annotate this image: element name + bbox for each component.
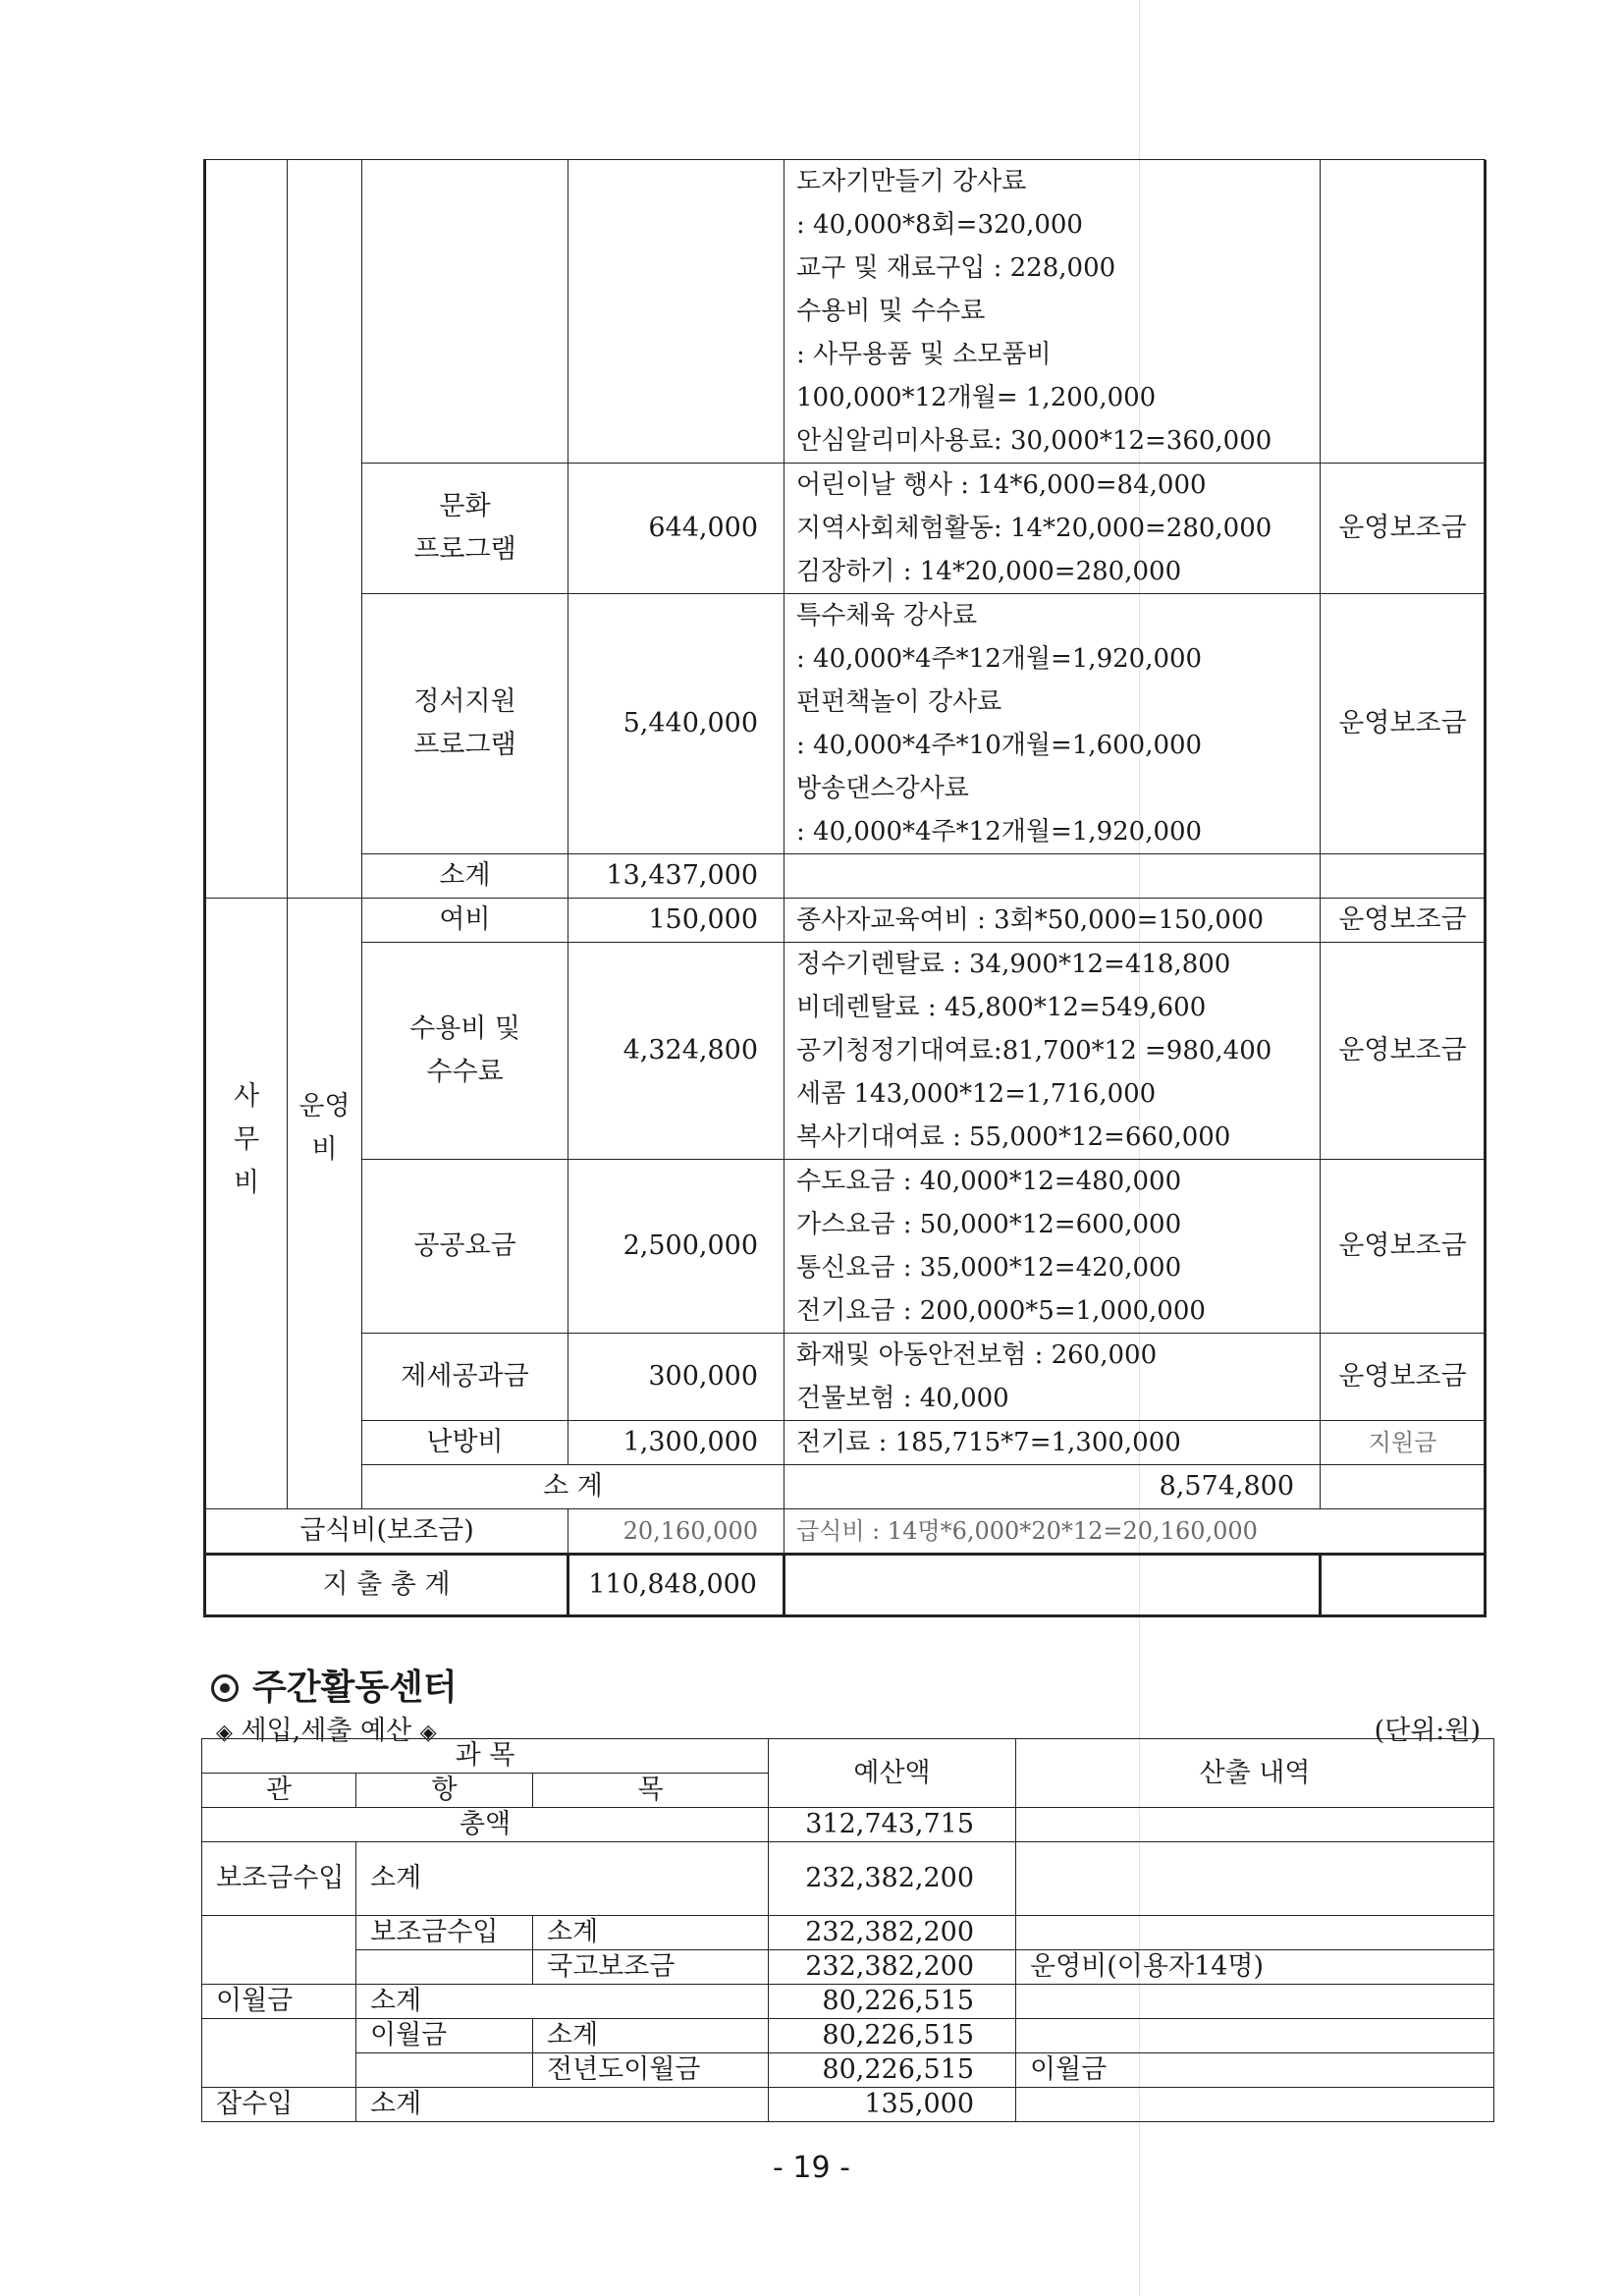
empty-cell (288, 160, 362, 899)
empty-cell (1321, 1555, 1486, 1616)
hang-cell: 소계 (356, 1842, 769, 1916)
table-row (202, 2019, 1494, 2053)
hang-cell (356, 1950, 533, 1985)
detail-cell (1016, 2088, 1494, 2122)
gwan-cell (202, 2019, 356, 2088)
detail-line: 특수체육 강사료 (796, 601, 978, 630)
gwan-cell (202, 1916, 356, 1985)
header-row (202, 1739, 1494, 1774)
detail-line: : 40,000*4주*10개월=1,600,000 (796, 731, 1203, 760)
detail-line: 수용비 및 수수료 (796, 297, 986, 326)
subtotal-amount: 13,437,000 (568, 854, 784, 899)
empty-cell (1016, 1808, 1494, 1842)
funding-source: 운영보조금 (1321, 594, 1486, 854)
table-row (202, 1950, 1494, 1985)
funding-source: 운영보조금 (1321, 1334, 1486, 1421)
detail-line: 펀펀책놀이 강사료 (796, 687, 1002, 717)
table-row (202, 1842, 1494, 1916)
detail-cell (1016, 1916, 1494, 1950)
empty-cell (205, 160, 288, 899)
detail-line: 가스요금 : 50,000*12=600,000 (796, 1210, 1182, 1239)
amount: 300,000 (568, 1334, 784, 1421)
amount: 150,000 (568, 899, 784, 943)
detail-line: 수도요금 : 40,000*12=480,000 (796, 1167, 1182, 1196)
gwan-cell: 이월금 (202, 1985, 356, 2019)
amount-cell: 232,382,200 (769, 1950, 1016, 1985)
table-row (205, 943, 1486, 1160)
amount: 5,440,000 (568, 594, 784, 854)
amount-cell: 232,382,200 (769, 1916, 1016, 1950)
table-row (205, 464, 1486, 594)
header-mok: 목 (533, 1774, 769, 1808)
hang-cell: 소계 (356, 2088, 769, 2122)
header-subject: 과 목 (202, 1739, 769, 1774)
mok-cell: 소계 (533, 1916, 769, 1950)
funding-source: 운영보조금 (1321, 899, 1486, 943)
amount-cell: 80,226,515 (769, 2053, 1016, 2088)
detail-line: 비데렌탈료 : 45,800*12=549,600 (796, 993, 1207, 1022)
item-name: 난방비 (362, 1421, 568, 1465)
detail-cell: 전기료 : 185,715*7=1,300,000 (784, 1421, 1321, 1465)
item-name: 정서지원 프로그램 (362, 594, 568, 854)
detail-line: 건물보험 : 40,000 (796, 1384, 1009, 1413)
item-name: 공공요금 (362, 1160, 568, 1334)
table-row (202, 1916, 1494, 1950)
mok-cell: 국고보조금 (533, 1950, 769, 1985)
amount-cell: 232,382,200 (769, 1842, 1016, 1916)
budget-table (201, 1738, 1494, 2122)
amount: 1,300,000 (568, 1421, 784, 1465)
item-name: 문화 프로그램 (362, 464, 568, 594)
subtotal-row (205, 854, 1486, 899)
amount-cell: 135,000 (769, 2088, 1016, 2122)
detail-line: 복사기대여료 : 55,000*12=660,000 (796, 1122, 1231, 1152)
amount: 2,500,000 (568, 1160, 784, 1334)
detail-line: 통신요금 : 35,000*12=420,000 (796, 1253, 1182, 1283)
detail-line: 100,000*12개월= 1,200,000 (796, 383, 1157, 412)
expense-table (203, 159, 1487, 1617)
header-detail: 산출 내역 (1016, 1739, 1494, 1808)
detail-cell (784, 1334, 1321, 1421)
detail-cell (784, 594, 1321, 854)
funding-source: 지원금 (1321, 1421, 1486, 1465)
detail-cell (1016, 2019, 1494, 2053)
meal-amount: 20,160,000 (568, 1509, 784, 1555)
total-row (202, 1808, 1494, 1842)
detail-line: 교구 및 재료구입 : 228,000 (796, 253, 1116, 283)
empty-cell (568, 160, 784, 464)
detail-line: 방송댄스강사료 (796, 774, 969, 803)
amount: 4,324,800 (568, 943, 784, 1160)
gwan-cell: 잡수입 (202, 2088, 356, 2122)
mok-cell: 전년도이월금 (533, 2053, 769, 2088)
subtotal-amount: 8,574,800 (784, 1465, 1321, 1509)
detail-line: 어린이날 행사 : 14*6,000=84,000 (796, 470, 1207, 500)
hang-cell (356, 2053, 533, 2088)
amount-cell: 80,226,515 (769, 1985, 1016, 2019)
hang-cell: 보조금수입 (356, 1916, 533, 1950)
detail-line: 세콤 143,000*12=1,716,000 (796, 1079, 1157, 1109)
hang-cell: 이월금 (356, 2019, 533, 2053)
unit-label: (단위:원) (1374, 1716, 1481, 1746)
circle-bullet-icon (211, 1674, 239, 1702)
table-row (205, 1421, 1486, 1465)
funding-source: 운영보조금 (1321, 943, 1486, 1160)
detail-cell: 이월금 (1016, 2053, 1494, 2088)
table-row (202, 1985, 1494, 2019)
section-title: 주간활동센터 (211, 1660, 458, 1710)
total-row (205, 1555, 1486, 1616)
detail-cell (1016, 1842, 1494, 1916)
detail-line: 지역사회체험활동: 14*20,000=280,000 (796, 514, 1272, 543)
table-row (202, 2088, 1494, 2122)
detail-cell (784, 160, 1321, 464)
table-row (202, 2053, 1494, 2088)
page-number: - 19 - (773, 2151, 850, 2185)
hang-cell: 운영 비 (288, 899, 362, 1509)
detail-line: 도자기만들기 강사료 (796, 167, 1027, 196)
detail-line: : 사무용품 및 소모품비 (796, 340, 1052, 369)
mok-cell: 소계 (533, 2019, 769, 2053)
meal-row (205, 1509, 1486, 1555)
amount: 644,000 (568, 464, 784, 594)
total-label: 총액 (202, 1808, 769, 1842)
total-amount: 110,848,000 (568, 1555, 784, 1616)
detail-cell (784, 943, 1321, 1160)
meal-label: 급식비(보조금) (205, 1509, 568, 1555)
empty-cell (1321, 854, 1486, 899)
header-hang: 항 (356, 1774, 533, 1808)
detail-line: 공기청정기대여료:81,700*12 =980,400 (796, 1036, 1272, 1066)
diamond-icon: ◈ (216, 1721, 233, 1745)
empty-cell (1321, 160, 1486, 464)
subtotal-label: 소 계 (362, 1465, 784, 1509)
detail-line: 김장하기 : 14*20,000=280,000 (796, 557, 1182, 586)
detail-line: : 40,000*4주*12개월=1,920,000 (796, 817, 1203, 847)
detail-line: 화재및 아동안전보험 : 260,000 (796, 1340, 1158, 1370)
empty-cell (784, 1555, 1321, 1616)
gwan-cell: 보조금수입 (202, 1842, 356, 1916)
detail-cell: 종사자교육여비 : 3회*50,000=150,000 (784, 899, 1321, 943)
table-row (205, 160, 1486, 464)
detail-line: 안심알리미사용료: 30,000*12=360,000 (796, 426, 1272, 456)
table-row (205, 1160, 1486, 1334)
gwan-cell: 사 무 비 (205, 899, 288, 1509)
subtotal-row (205, 1465, 1486, 1509)
table-row (205, 899, 1486, 943)
item-name: 제세공과금 (362, 1334, 568, 1421)
table-row (205, 1334, 1486, 1421)
subtotal-label: 소계 (362, 854, 568, 899)
header-gwan: 관 (202, 1774, 356, 1808)
detail-cell: 운영비(이용자14명) (1016, 1950, 1494, 1985)
item-name: 여비 (362, 899, 568, 943)
total-amount: 312,743,715 (769, 1808, 1016, 1842)
empty-cell (784, 854, 1321, 899)
total-label: 지 출 총 계 (205, 1555, 568, 1616)
detail-line: : 40,000*4주*12개월=1,920,000 (796, 644, 1203, 674)
detail-cell (784, 1160, 1321, 1334)
detail-cell (1016, 1985, 1494, 2019)
amount-cell: 80,226,515 (769, 2019, 1016, 2053)
diamond-icon: ◈ (419, 1721, 437, 1745)
header-budget: 예산액 (769, 1739, 1016, 1808)
funding-source: 운영보조금 (1321, 464, 1486, 594)
section-subtitle: ◈ 세입,세출 예산 ◈ (216, 1716, 437, 1746)
detail-line: 전기요금 : 200,000*5=1,000,000 (796, 1296, 1206, 1326)
meal-detail: 급식비 : 14명*6,000*20*12=20,160,000 (784, 1509, 1486, 1555)
item-name: 수용비 및 수수료 (362, 943, 568, 1160)
empty-cell (1321, 1465, 1486, 1509)
detail-line: 정수기렌탈료 : 34,900*12=418,800 (796, 950, 1231, 979)
detail-line: : 40,000*8회=320,000 (796, 210, 1083, 240)
empty-cell (362, 160, 568, 464)
hang-cell: 소계 (356, 1985, 769, 2019)
table-row (205, 594, 1486, 854)
detail-cell (784, 464, 1321, 594)
funding-source: 운영보조금 (1321, 1160, 1486, 1334)
